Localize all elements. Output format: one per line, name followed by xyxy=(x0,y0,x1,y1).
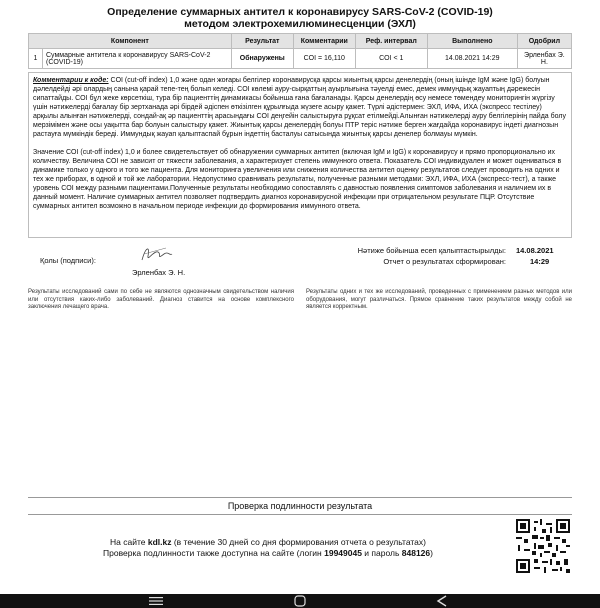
report-date-ru-value: 14:29 xyxy=(530,257,550,266)
report-date-kz xyxy=(358,246,572,255)
verification-line2 xyxy=(68,548,468,559)
comments-kz xyxy=(33,76,567,139)
signature-label: Қолы (подписи): xyxy=(40,256,96,265)
header-ref-interval: Реф. интервал xyxy=(355,34,427,49)
verification-line1-pre: На сайте xyxy=(110,537,148,547)
verification-line2-post: ) xyxy=(430,548,433,558)
table-row xyxy=(29,49,572,69)
table-header-row xyxy=(29,34,572,49)
results-table xyxy=(28,33,572,69)
verification-login: 19949045 xyxy=(324,548,362,558)
comments-kz-text: COI (cut-off index) 1,0 және одан жоғары белгілер коронавирусқа қарсы жиынтық қарсы денелердің (оның ішінде IgM және IgG) болуын дәлелдейді әрі олардың санына қарай тепе-тең болып келеді. COI көлемі ауру-сырқаттың ауырлығына тәуелді емес, демек иммундық жауаптың дәрежесін сипаттайды. COI бұл жеке көрсеткіш, тура бір пациенттің динамикасы бойынша ғана бағаланады. Қарсы денелердің өсу немесе төмендеу мониторингін жүргізу үшін нәтижелерді бағалау бір зертханада әрі бірдей әдіспен өткізілген құрылғыда жүзеге асыру қажет. Түрлі әдістермен: ЭХЛ, ИФА, ИХА (экспресс тестілеу) арқылы алынған нәтижелерді, сондай-ақ әр пациенттің арасындағы COI деңгейін салыстыруға рұқсат етілмейді.Алынған нәтижелерді ауру белгілерінің пайда болу мерзімімен және осы уақытта бар болуын салыстыру қажет. Жиынтық қарсы денелердің болуы ПТР теріс нәтиже берген жағдайда коронавирус індеті диагнозын растауға мүмкіндік береді. Иммундық жауап қалыптаспай бұрын індеттің басталуы сатысында жиынтық қарсы денелер болмауы мүмкін. xyxy=(33,77,566,138)
comments-ru-text: Значение COI (cut-off index) 1,0 и более свидетельствует об обнаружении суммарных антител (включая IgM и IgG) к коронавирусу и прямо пропорционально их количеству. Величина COI не зависит от тяжести заболевания, а характеризует степень иммунного ответа. Показатель COI индивидуален и может оцениваться в динамике только у одного и того же пациента. Для мониторинга увеличения или снижения количества антител оценку результатов следует проводить на одних и тех же приборах, в одной и той же лаборатории. Недопустимо сравнивать результаты, полученные разными методами: ЭХЛ, ИФА, ИХА (экспресс-тест), а также уровень COI между разными пациентами.Полученные результаты необходимо сопоставлять с давностью появления симптомов заболевания и наличием их в данный момент. Наличие суммарных антител позволяет подтвердить диагноз коронавирусной инфекции при отрицательном результате ПЦР. Отсутствие суммарных антител возможно в начальном периоде инфекции до формирования иммунного ответа. xyxy=(33,149,562,210)
qr-code-icon xyxy=(516,519,570,573)
report-dates xyxy=(358,246,572,268)
report-date-kz-value: 14.08.2021 xyxy=(516,246,554,255)
row-number: 1 xyxy=(29,49,43,69)
divider xyxy=(28,497,572,498)
document-subtitle: методом электрохемилюминесценции (ЭХЛ) xyxy=(184,18,416,30)
divider xyxy=(28,514,572,515)
report-date-kz-label: Нәтиже бойынша есеп қалыптастырылды: xyxy=(357,246,506,255)
disclaimer-right: Результаты одних и тех же исследований, проведенных с применением разных методов или оборудования, могут различаться. Прямое сравнение таких результатов между собой не является корректным. xyxy=(306,289,572,310)
row-component: Суммарные антитела к коронавирусу SARS-CoV-2 (COVID-19) xyxy=(43,49,232,69)
back-icon[interactable] xyxy=(432,595,452,607)
home-icon[interactable] xyxy=(290,595,310,607)
verification-site-link[interactable]: kdl.kz xyxy=(147,537,172,547)
cropped-previous-header xyxy=(0,0,600,4)
disclaimer-left: Результаты исследований сами по себе не являются однозначным свидетельством наличия или отсутствия каких-либо заболеваний. Диагноз ставится на основе комплексного заключения лечащего врача. xyxy=(28,289,294,310)
row-comment: COI = 16,110 xyxy=(293,49,355,69)
verification-password: 848126 xyxy=(401,548,431,558)
row-ref: COI < 1 xyxy=(355,49,427,69)
recent-apps-icon[interactable] xyxy=(146,595,166,607)
header-comments: Комментарии xyxy=(293,34,355,49)
report-date-ru-label: Отчет о результатах сформирован: xyxy=(383,257,506,266)
row-done: 14.08.2021 14:29 xyxy=(427,49,517,69)
verification-text xyxy=(68,537,468,559)
header-approved: Одобрил xyxy=(517,34,571,49)
android-nav-bar xyxy=(0,594,600,608)
verification-line1 xyxy=(68,537,468,548)
signature-scribble xyxy=(136,242,176,266)
comments-label: Комментарии к коде: xyxy=(33,77,109,84)
header-component: Компонент xyxy=(29,34,232,49)
row-approved: Эрленбах Э. Н. xyxy=(517,49,571,69)
document-title: Определение суммарных антител к коронавирусу SARS-CoV-2 (COVID-19) xyxy=(107,6,493,18)
verification-line2-mid: и пароль xyxy=(361,548,402,558)
signature-name: Эрленбах Э. Н. xyxy=(132,268,186,277)
header-done: Выполнено xyxy=(427,34,517,49)
verification-section xyxy=(28,497,572,597)
verification-line1-post: (в течение 30 дней со дня формирования отчета о результатах) xyxy=(171,537,426,547)
report-date-ru xyxy=(358,257,572,266)
verification-line2-pre: Проверка подлинности также доступна на сайте (логин xyxy=(103,548,325,558)
row-result: Обнаружены xyxy=(231,49,293,69)
header-result: Результат xyxy=(231,34,293,49)
signature-block xyxy=(40,242,200,278)
verification-title: Проверка подлинности результата xyxy=(227,501,373,511)
comments-box xyxy=(28,72,572,238)
